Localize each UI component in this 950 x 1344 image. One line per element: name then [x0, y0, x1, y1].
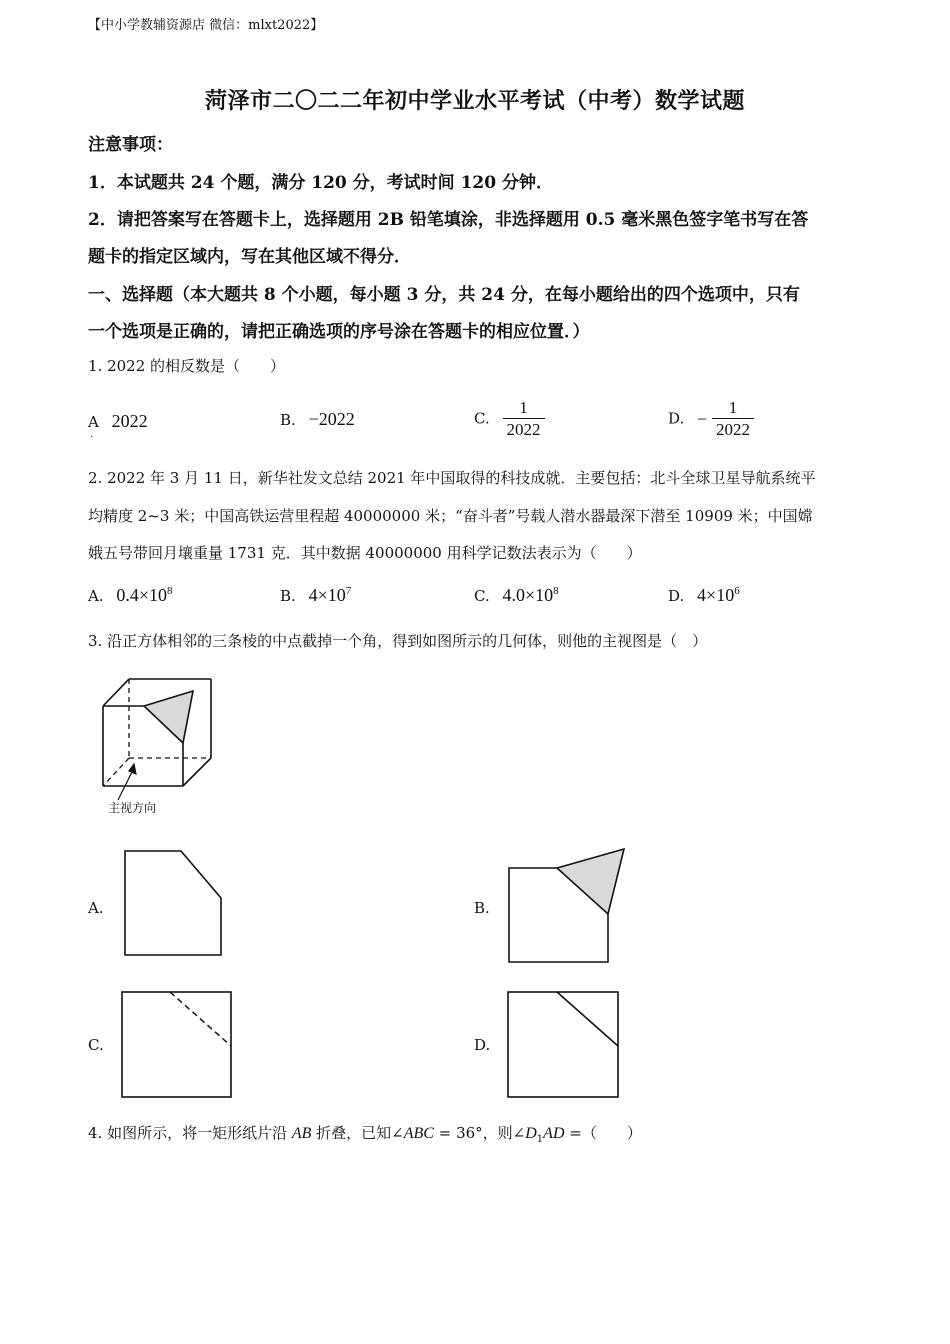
q2-option-c-exp: 8 — [553, 585, 559, 597]
section-1-line-2: 一个选项是正确的，请把正确选项的序号涂在答题卡的相应位置．） — [88, 322, 590, 342]
q1-option-a: A . 2022 — [88, 411, 148, 440]
question-2-line-1: 2. 2022 年 3 月 11 日，新华社发文总结 2021 年中国取得的科技成就．主要包括：北斗全球卫星导航系统平 — [88, 469, 816, 487]
notes-item-1: 1．本试题共 24 个题，满分 120 分，考试时间 120 分钟． — [88, 173, 553, 193]
q3-view-direction-label: 主视方向 — [108, 801, 157, 815]
q1-option-a-value: 2022 — [111, 411, 148, 431]
notes-item-2-line-2: 题卡的指定区域内，写在其他区域不得分． — [88, 247, 411, 267]
q3-option-c-label: C. — [88, 1036, 104, 1054]
section-1-line-1: 一、选择题（本大题共 8 个小题，每小题 3 分，共 24 分，在每小题给出的四个选项中，只有 — [88, 285, 800, 305]
question-3-stem: 3. 沿正方体相邻的三条棱的中点截掉一个角，得到如图所示的几何体，则他的主视图是（ ） — [88, 632, 708, 650]
q1-c-numerator: 1 — [503, 398, 545, 419]
q4-stem-end: =（ ） — [564, 1124, 642, 1142]
q2-option-b-coef: 4×10 — [308, 585, 346, 605]
q3-option-a-label: A. — [88, 899, 104, 917]
q4-stem-mid: 折叠，已知∠ — [311, 1124, 404, 1142]
q2-option-b-exp: 7 — [345, 585, 352, 597]
notes-heading: 注意事项： — [88, 135, 173, 155]
page-title: 菏泽市二〇二二年初中学业水平考试（中考）数学试题 — [204, 88, 745, 114]
q1-option-a-label: A — [88, 413, 99, 431]
q4-stem-val: = 36°，则∠ — [433, 1124, 526, 1142]
q2-option-d-exp: 6 — [734, 585, 740, 597]
q1-c-denominator: 2022 — [506, 420, 541, 439]
header-text: 【中小学教辅资源店 微信：mlxt2022】 — [88, 18, 324, 33]
q3-option-b-label: B. — [474, 899, 490, 917]
q2-option-a-coef: 0.4×10 — [116, 585, 168, 605]
notes-item-2-line-1: 2．请把答案写在答题卡上，选择题用 2B 铅笔填涂，非选择题用 0.5 毫米黑色签字笔书写在答 — [88, 210, 809, 230]
q2-option-a-exp: 8 — [167, 585, 173, 597]
q1-option-d-label: D. — [668, 409, 685, 428]
q1-d-sign: − — [697, 409, 708, 429]
question-1-stem: 1. 2022 的相反数是（ ） — [88, 357, 286, 375]
question-4-stem — [88, 1122, 642, 1145]
question-2-line-3: 娥五号带回月壤重量 1731 克．其中数据 40000000 用科学记数法表示为（ ） — [88, 544, 642, 562]
q4-abc: ABC — [403, 1125, 434, 1142]
q2-option-d-coef: 4×10 — [697, 585, 735, 605]
q1-option-c-label: C. — [474, 409, 490, 428]
q2-option-b-label: B. — [280, 587, 296, 605]
q1-option-b-value: −2022 — [308, 409, 355, 429]
q4-stem-pre: 4. 如图所示，将一矩形纸片沿 — [88, 1124, 292, 1142]
q3-option-d-label: D. — [474, 1036, 491, 1054]
q4-ab: AB — [291, 1125, 312, 1142]
question-2-line-2: 均精度 2~3 米；中国高铁运营里程超 40000000 米；“奋斗者”号载人潜水器最深下潜至 10909 米；中国嫦 — [88, 507, 813, 525]
q1-option-b-label: B. — [280, 411, 296, 429]
q1-d-denominator: 2022 — [715, 420, 750, 439]
q2-option-d-label: D. — [668, 587, 685, 605]
q1-d-numerator: 1 — [712, 398, 754, 419]
q4-ad: AD — [543, 1125, 565, 1142]
q4-d1-sub: 1 — [536, 1134, 544, 1145]
q2-option-c-coef: 4.0×10 — [502, 585, 554, 605]
q2-option-c-label: C. — [474, 587, 490, 605]
q2-option-a-label: A. — [88, 587, 104, 605]
q4-d1: D — [525, 1125, 537, 1142]
